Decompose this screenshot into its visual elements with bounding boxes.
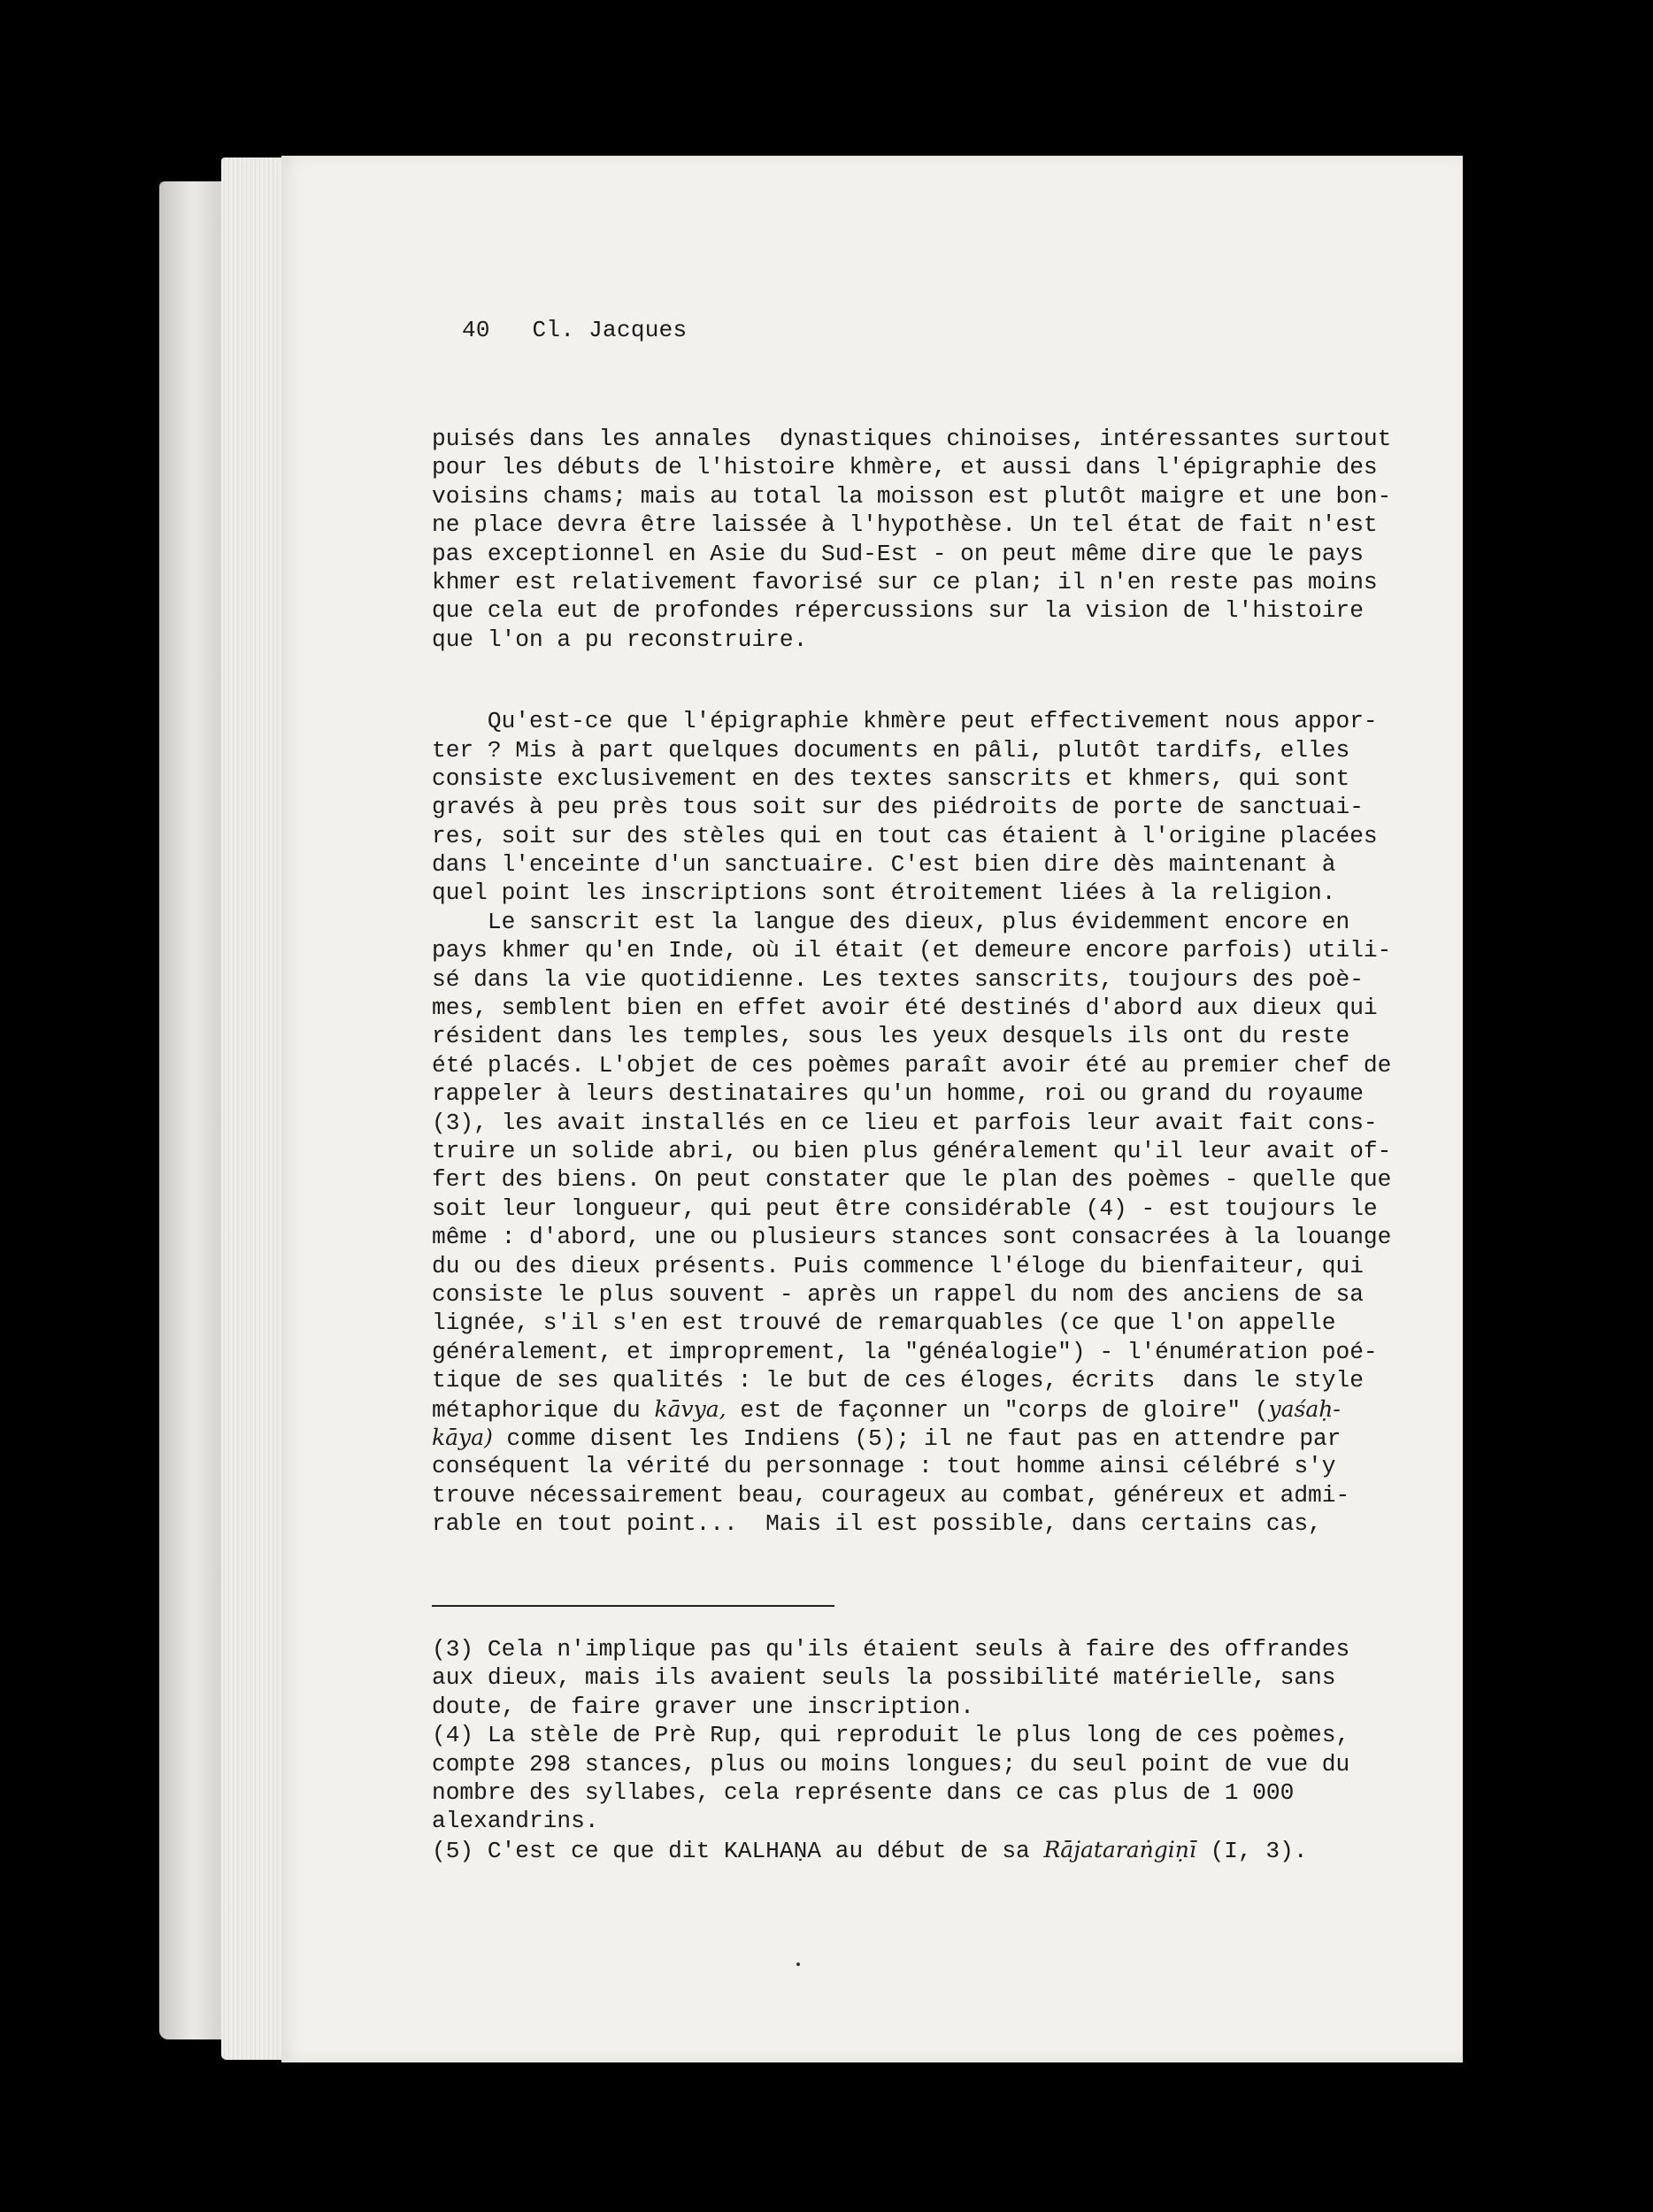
text-line: quel point les inscriptions sont étroitement liées à la religion. — [432, 879, 1336, 907]
text-line: sé dans la vie quotidienne. Les textes sanscrits, toujours des poè- — [432, 965, 1364, 993]
text-line: dans l'enceinte d'un sanctuaire. C'est bien dire dès maintenant à — [432, 851, 1336, 879]
text-line: mes, semblent bien en effet avoir été destinés d'abord aux dieux qui — [432, 995, 1378, 1022]
body-text — [432, 425, 1432, 1538]
page-mark — [796, 1962, 800, 1966]
text-line: Le sanscrit est la langue des dieux, plus évidemment encore en — [432, 908, 1350, 935]
text-line: du ou des dieux présents. Puis commence l'éloge du bienfaiteur, qui — [432, 1252, 1364, 1279]
paragraph-3 — [432, 908, 1432, 1395]
text-line: consiste exclusivement en des textes sanscrits et khmers, qui sont — [432, 764, 1350, 792]
paragraph-3-end — [432, 1452, 1432, 1538]
text-line: pays khmer qu'en Inde, où il était (et demeure encore parfois) utili- — [432, 937, 1392, 964]
footnote-line: nombre des syllabes, cela représente dans ce cas plus de 1 000 — [432, 1778, 1295, 1806]
text-line: même : d'abord, une ou plusieurs stances sont consacrées à la louange — [432, 1224, 1392, 1251]
footnote-list — [432, 1635, 1432, 1836]
text-line: gravés à peu près tous soit sur des piédroits de porte de sanctuai- — [432, 794, 1364, 821]
text-line: rappeler à leurs destinataires qu'un homme, roi ou grand du royaume — [432, 1080, 1364, 1108]
text-line: rable en tout point... Mais il est possible, dans certains cas, — [432, 1510, 1322, 1538]
text-line-kaya: kāya) comme disent les Indiens (5); il ne faut pas en attendre par — [432, 1424, 1342, 1452]
footnote-line: aux dieux, mais ils avaient seuls la possibilité matérielle, sans — [432, 1664, 1336, 1692]
text-line: puisés dans les annales dynastiques chinoises, intéressantes surtout — [432, 426, 1392, 452]
footnote-rule — [432, 1605, 834, 1607]
text-line: résident dans les temples, sous les yeux desquels ils ont du reste — [432, 1023, 1350, 1050]
text-line: été placés. L'objet de ces poèmes paraît avoir été au premier chef de — [432, 1051, 1392, 1079]
text-line: que cela eut de profondes répercussions sur la vision de l'histoire — [432, 597, 1364, 625]
text-line: voisins chams; mais au total la moisson est plutôt maigre et une bon- — [432, 482, 1392, 510]
author-name: Cl. Jacques — [532, 317, 688, 343]
text-line: lignée, s'il s'en est trouvé de remarquables (ce que l'on appelle — [432, 1310, 1336, 1337]
text-line: que l'on a pu reconstruire. — [432, 626, 808, 653]
footnote-line: alexandrins. — [432, 1808, 599, 1835]
text-line: khmer est relativement favorisé sur ce plan; il n'en reste pas moins — [432, 568, 1378, 595]
text-line: pour les débuts de l'histoire khmère, et aussi dans l'épigraphie des — [432, 454, 1378, 481]
running-header — [462, 317, 687, 343]
text-line: truire un solide abri, ou bien plus généralement qu'il leur avait of- — [432, 1137, 1392, 1164]
footnote-5: (5) C'est ce que dit KALHAṆA au début de sa Rājataraṅgiṇī (I, 3). — [432, 1836, 1308, 1864]
text-line: pas exceptionnel en Asie du Sud-Est - on peut même dire que le pays — [432, 540, 1364, 567]
text-line: soit leur longueur, qui peut être considérable (4) - est toujours le — [432, 1194, 1378, 1222]
text-line: ne place devra être laissée à l'hypothèse. Un tel état de fait n'est — [432, 511, 1378, 539]
page-number: 40 — [462, 317, 490, 343]
text-line: res, soit sur des stèles qui en tout cas étaient à l'origine placées — [432, 822, 1378, 849]
text-line-kavya: métaphorique du kāvya, est de façonner un "corps de gloire" (yaśaḥ- — [432, 1395, 1341, 1424]
text-line: tique de ses qualités : le but de ces éloges, écrits dans le style — [432, 1367, 1364, 1394]
text-line: consiste le plus souvent - après un rappel du nom des anciens de sa — [432, 1280, 1364, 1308]
text-line: (3), les avait installés en ce lieu et parfois leur avait fait cons- — [432, 1109, 1378, 1136]
footnotes — [432, 1635, 1432, 1864]
text-line: fert des biens. On peut constater que le plan des poèmes - quelle que — [432, 1166, 1392, 1194]
text-line: ter ? Mis à part quelques documents en pâli, plutôt tardifs, elles — [432, 736, 1350, 764]
text-line: généralement, et improprement, la "généalogie") - l'énumération poé- — [432, 1338, 1378, 1365]
text-line: trouve nécessairement beau, courageux au combat, généreux et admi- — [432, 1481, 1350, 1509]
footnote-line: doute, de faire graver une inscription. — [432, 1693, 974, 1720]
text-line: Qu'est-ce que l'épigraphie khmère peut effectivement nous appor- — [432, 708, 1378, 735]
footnote-line: compte 298 stances, plus ou moins longues; du seul point de vue du — [432, 1750, 1350, 1778]
text-line: conséquent la vérité du personnage : tout homme ainsi célébré s'y — [432, 1453, 1336, 1480]
paragraph-2 — [432, 707, 1432, 908]
paragraph-gap — [432, 654, 1432, 707]
footnote-line: (4) La stèle de Prè Rup, qui reproduit le plus long de ces poèmes, — [432, 1722, 1350, 1749]
footnote-line: (3) Cela n'implique pas qu'ils étaient seuls à faire des offrandes — [432, 1636, 1350, 1663]
paragraph-1 — [432, 425, 1432, 654]
